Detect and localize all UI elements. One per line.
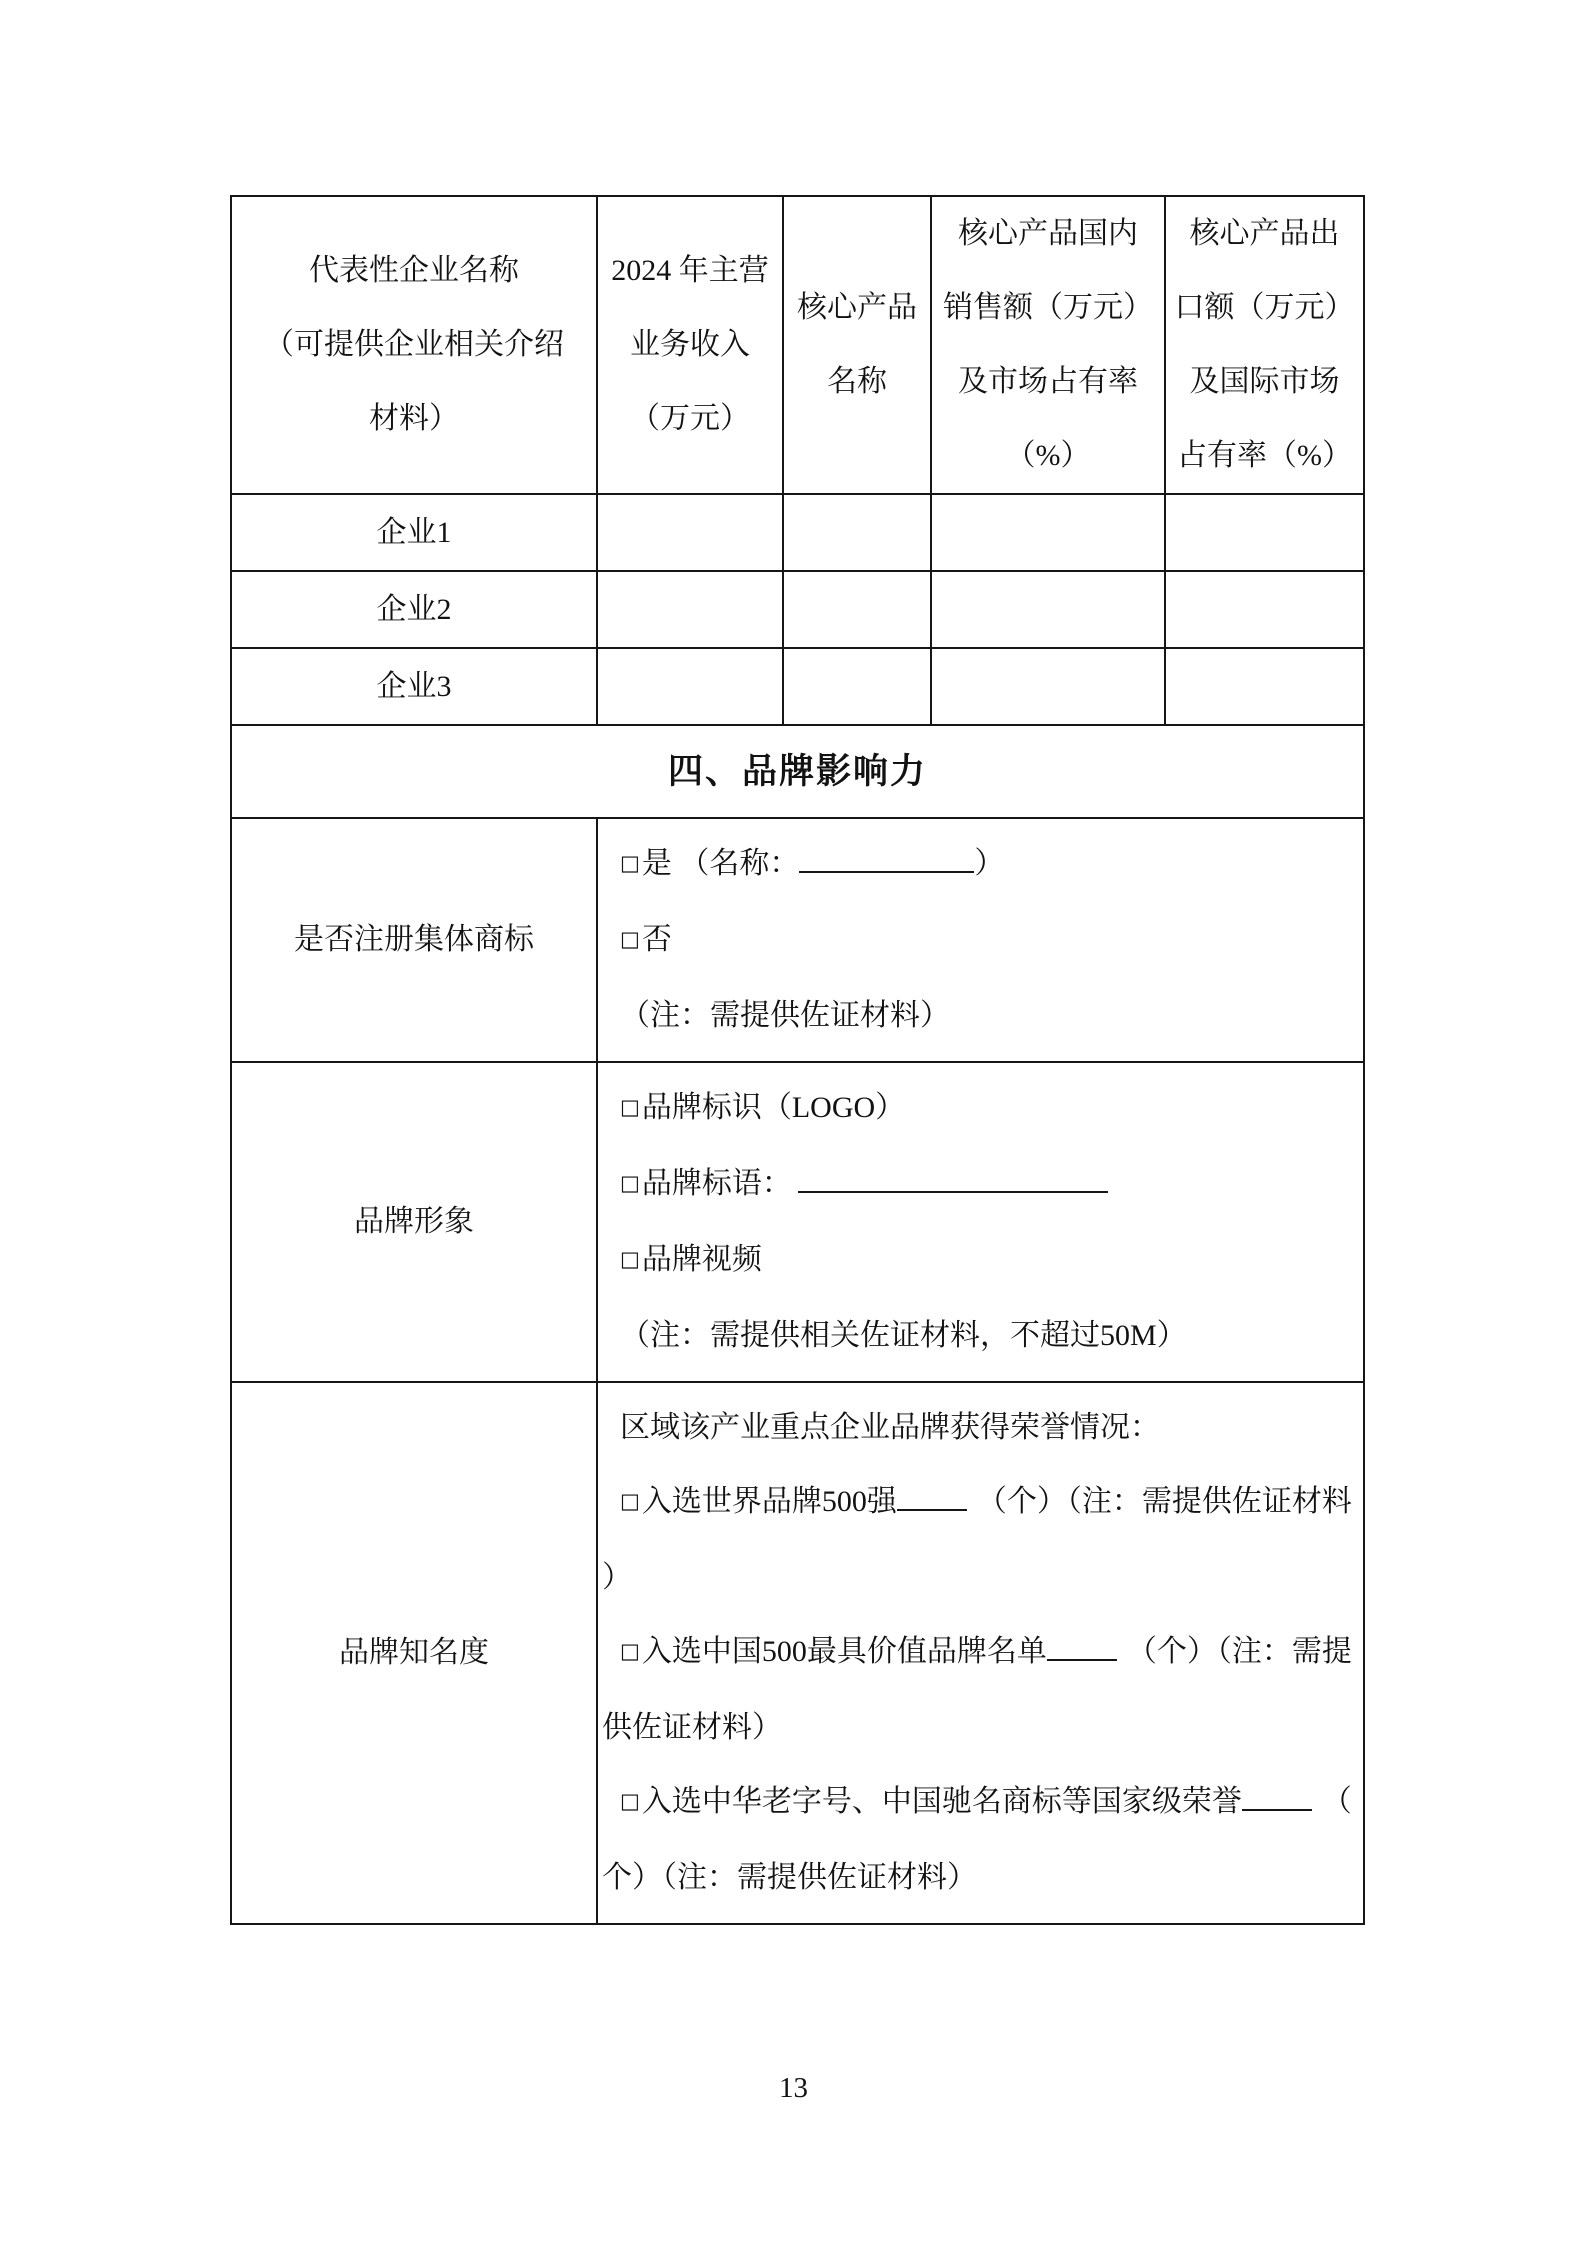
header-text: 核心产品国内 [958,217,1138,250]
empty-cell [931,571,1165,648]
note-text: （注：需提供佐证材料） [620,999,950,1032]
table-row [231,571,1364,648]
fame-item-wrap: 个）（注：需提供佐证材料） [602,1861,977,1894]
header-text: 及市场占有率 [958,365,1138,398]
header-text: 名称 [827,365,887,398]
blank-line [799,837,974,873]
header-text: （%） [1005,439,1091,472]
row-label-enterprise-3: 企业3 [231,648,597,725]
fame-item-text: 入选世界品牌500强 [641,1485,897,1518]
checkbox-icon: □ [620,851,640,875]
option-no-label: 否 [641,923,672,956]
header-text: 及国际市场 [1189,365,1340,398]
section-title: 四、品牌影响力 [231,725,1364,818]
empty-cell [597,571,783,648]
fame-item-world-500 [600,1465,1361,1541]
empty-cell [597,648,783,725]
empty-cell [597,494,783,571]
blank-line [798,1157,1108,1193]
header-text: 销售额（万元） [943,291,1153,324]
row-label-enterprise-2: 企业2 [231,571,597,648]
option-yes-label: 是 （名称： [641,847,800,880]
checkbox-icon: □ [620,1639,640,1663]
blank-line [1242,1775,1312,1811]
row-label-collective-trademark: 是否注册集体商标 [231,818,597,1062]
enterprise-brand-table [230,195,1365,1925]
checkbox-icon: □ [620,1789,640,1813]
header-cell-domestic-sales [931,196,1165,494]
section-title-row [231,725,1364,818]
fame-item-text: 入选中国500最具价值品牌名单 [641,1635,1047,1668]
fame-intro: 区域该产业重点企业品牌获得荣誉情况： [620,1411,1160,1444]
header-cell-core-product [783,196,931,494]
header-text: 代表性企业名称 [309,254,519,287]
row-label-enterprise-1: 企业1 [231,494,597,571]
header-cell-revenue [597,196,783,494]
empty-cell [1165,648,1364,725]
fame-item-text: （个）（注：需提供佐证材料 [976,1485,1352,1518]
header-text: 核心产品 [797,291,917,324]
brand-fame-content-cell [597,1382,1364,1924]
note-text: （注：需提供相关佐证材料，不超过50M） [620,1319,1187,1352]
blank-line [1047,1625,1117,1661]
option-logo-label: 品牌标识（LOGO） [641,1091,906,1124]
header-cell-enterprise-name [231,196,597,494]
table-row-brand-image [231,1062,1364,1382]
header-text: （万元） [630,402,750,435]
header-text: 核心产品出 [1189,217,1340,250]
fame-item-china-500 [600,1615,1361,1691]
table-row [231,494,1364,571]
empty-cell [931,494,1165,571]
checkbox-icon: □ [620,1489,640,1513]
header-text: 口额（万元） [1174,291,1355,324]
header-text: 占有率（%） [1177,439,1352,472]
blank-line [897,1475,967,1511]
header-text: 业务收入 [630,328,750,361]
option-yes [600,827,1361,903]
brand-image-content-cell [597,1062,1364,1382]
option-video-label: 品牌视频 [641,1243,762,1276]
empty-cell [783,571,931,648]
checkbox-icon: □ [620,1247,640,1271]
option-slogan-label: 品牌标语： [641,1167,792,1200]
empty-cell [931,648,1165,725]
header-text: 2024 年主营 [611,254,769,287]
page-number: 13 [779,2072,808,2104]
header-text: 材料） [369,402,459,435]
empty-cell [783,494,931,571]
fame-item-text: （个）（注：需提 [1126,1635,1352,1668]
table-row-collective-trademark [231,818,1364,1062]
checkbox-icon: □ [620,1095,640,1119]
option-slogan [600,1147,1361,1223]
empty-cell [783,648,931,725]
row-label-brand-image: 品牌形象 [231,1062,597,1382]
table-header-row [231,196,1364,494]
fame-item-wrap: 供佐证材料） [602,1711,782,1744]
fame-item-text: （ [1321,1785,1352,1818]
fame-item-national-honor [600,1765,1361,1841]
checkbox-icon: □ [620,1171,640,1195]
empty-cell [1165,571,1364,648]
option-logo [600,1071,1361,1147]
option-yes-close: ） [974,847,1005,880]
checkbox-icon: □ [620,927,640,951]
header-text: （可提供企业相关介绍 [264,328,564,361]
row-label-brand-fame: 品牌知名度 [231,1382,597,1924]
fame-item-wrap: ） [602,1561,632,1594]
collective-trademark-content-cell [597,818,1364,1062]
option-video [600,1223,1361,1299]
table-row [231,648,1364,725]
header-cell-export [1165,196,1364,494]
table-row-brand-fame [231,1382,1364,1924]
option-no [600,903,1361,979]
empty-cell [1165,494,1364,571]
fame-item-text: 入选中华老字号、中国驰名商标等国家级荣誉 [641,1785,1242,1818]
